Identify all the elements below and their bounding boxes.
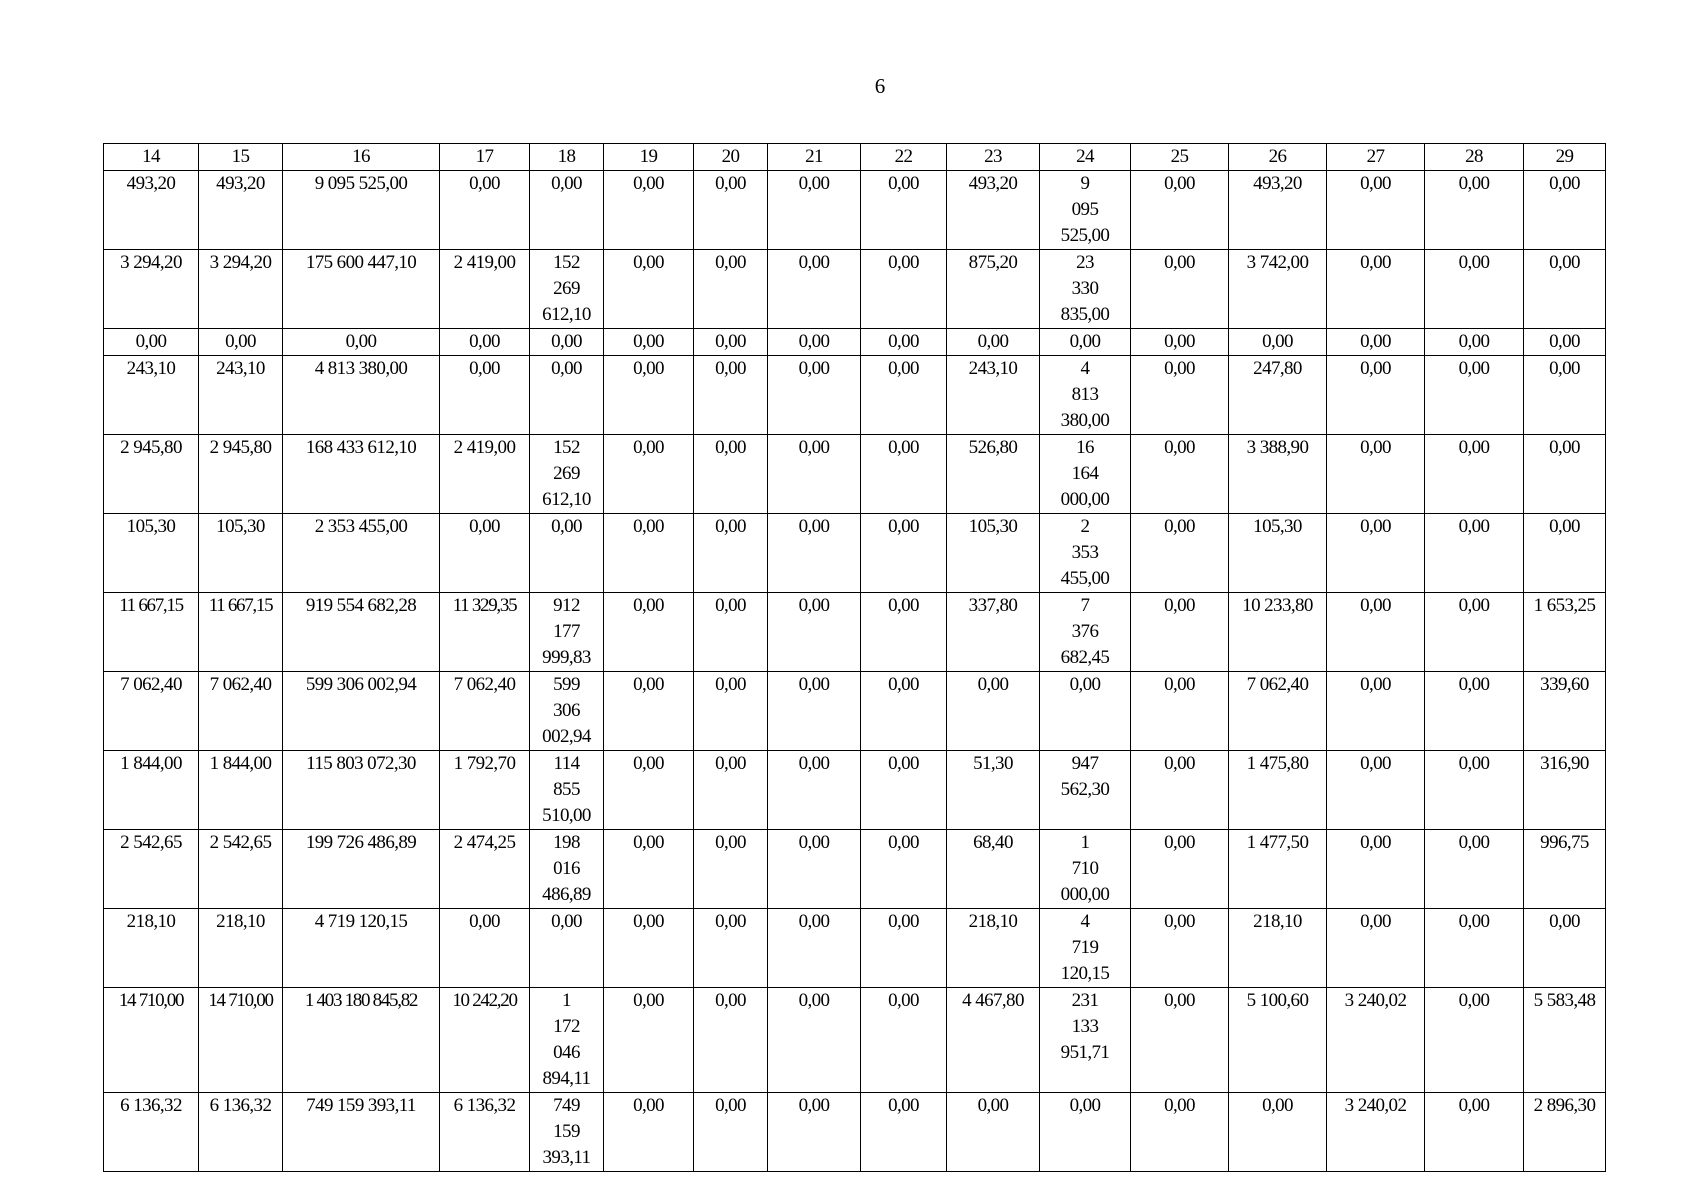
- table-cell: 1 403 180 845,82: [283, 988, 440, 1093]
- table-cell: 4 719 120,15: [1040, 909, 1131, 988]
- table-cell: 0,00: [1425, 751, 1524, 830]
- table-cell: 2 542,65: [104, 830, 199, 909]
- column-header-19: 19: [604, 144, 694, 171]
- table-cell: 0,00: [604, 356, 694, 435]
- table-cell: 105,30: [947, 514, 1040, 593]
- table-cell: 105,30: [104, 514, 199, 593]
- table-cell: 0,00: [604, 593, 694, 672]
- table-cell: 243,10: [199, 356, 283, 435]
- table-cell: 493,20: [199, 171, 283, 250]
- table-cell: 875,20: [947, 250, 1040, 329]
- table-row: [104, 988, 1606, 1093]
- table-cell: 0,00: [604, 435, 694, 514]
- table-cell: 0,00: [861, 672, 947, 751]
- table-row: [104, 171, 1606, 250]
- table-cell: 0,00: [1327, 356, 1425, 435]
- table-header: [104, 144, 1606, 171]
- table-cell: 3 240,02: [1327, 1093, 1425, 1172]
- table-cell: 115 803 072,30: [283, 751, 440, 830]
- table-cell: 0,00: [861, 329, 947, 356]
- table-cell: 0,00: [1327, 171, 1425, 250]
- column-header-27: 27: [1327, 144, 1425, 171]
- table-cell: 0,00: [1327, 593, 1425, 672]
- table-cell: 0,00: [604, 909, 694, 988]
- table-cell: 0,00: [1131, 356, 1229, 435]
- table-cell: 1 653,25: [1524, 593, 1606, 672]
- table-cell: 599 306 002,94: [283, 672, 440, 751]
- table-cell: 1 792,70: [440, 751, 530, 830]
- table-body: [104, 171, 1606, 1172]
- table-cell: 0,00: [694, 250, 768, 329]
- table-cell: 218,10: [199, 909, 283, 988]
- table-cell: 243,10: [104, 356, 199, 435]
- table-cell: 0,00: [1131, 250, 1229, 329]
- table-cell: 0,00: [604, 988, 694, 1093]
- table-cell: 0,00: [1425, 435, 1524, 514]
- table-cell: 14 710,00: [199, 988, 283, 1093]
- table-cell: 6 136,32: [199, 1093, 283, 1172]
- table-cell: 996,75: [1524, 830, 1606, 909]
- column-header-23: 23: [947, 144, 1040, 171]
- table-cell: 0,00: [1327, 435, 1425, 514]
- column-header-29: 29: [1524, 144, 1606, 171]
- table-cell: 7 062,40: [104, 672, 199, 751]
- table-cell: 0,00: [530, 329, 604, 356]
- table-cell: 0,00: [1327, 250, 1425, 329]
- table-cell: 1 844,00: [199, 751, 283, 830]
- table-cell: 0,00: [768, 250, 861, 329]
- table-cell: 0,00: [604, 751, 694, 830]
- table-cell: 3 388,90: [1229, 435, 1327, 514]
- table-cell: 0,00: [1425, 830, 1524, 909]
- table-cell: 0,00: [530, 909, 604, 988]
- table-cell: 0,00: [861, 356, 947, 435]
- table-cell: 0,00: [768, 435, 861, 514]
- table-cell: 11 667,15: [104, 593, 199, 672]
- table-cell: 0,00: [604, 250, 694, 329]
- table-cell: 1 172 046 894,11: [530, 988, 604, 1093]
- table-cell: 11 667,15: [199, 593, 283, 672]
- table-cell: 2 945,80: [199, 435, 283, 514]
- table-cell: 243,10: [947, 356, 1040, 435]
- column-header-22: 22: [861, 144, 947, 171]
- table-cell: 5 100,60: [1229, 988, 1327, 1093]
- header-row: [104, 144, 1606, 171]
- column-header-26: 26: [1229, 144, 1327, 171]
- table-cell: 0,00: [768, 356, 861, 435]
- table-cell: 0,00: [1131, 988, 1229, 1093]
- column-header-16: 16: [283, 144, 440, 171]
- table-cell: 0,00: [1327, 329, 1425, 356]
- table-cell: 0,00: [440, 356, 530, 435]
- table-cell: 4 719 120,15: [283, 909, 440, 988]
- table-row: [104, 435, 1606, 514]
- table-cell: 198 016 486,89: [530, 830, 604, 909]
- table-cell: 0,00: [861, 988, 947, 1093]
- table-cell: 526,80: [947, 435, 1040, 514]
- table-cell: 0,00: [1425, 909, 1524, 988]
- table-cell: 218,10: [947, 909, 1040, 988]
- table-cell: 0,00: [1524, 435, 1606, 514]
- table-cell: 0,00: [861, 830, 947, 909]
- table-cell: 152 269 612,10: [530, 250, 604, 329]
- table-cell: 10 242,20: [440, 988, 530, 1093]
- table-cell: 0,00: [861, 171, 947, 250]
- table-cell: 0,00: [604, 672, 694, 751]
- column-header-24: 24: [1040, 144, 1131, 171]
- table-cell: 0,00: [1131, 751, 1229, 830]
- table-cell: 0,00: [861, 250, 947, 329]
- table-cell: 0,00: [1229, 329, 1327, 356]
- table-cell: 0,00: [694, 1093, 768, 1172]
- table-cell: 316,90: [1524, 751, 1606, 830]
- table-cell: 0,00: [283, 329, 440, 356]
- table-row: [104, 751, 1606, 830]
- table-cell: 0,00: [768, 751, 861, 830]
- table-cell: 0,00: [947, 1093, 1040, 1172]
- table-cell: 0,00: [1040, 672, 1131, 751]
- table-cell: 0,00: [768, 672, 861, 751]
- table-row: [104, 593, 1606, 672]
- table-cell: 4 813 380,00: [283, 356, 440, 435]
- table-cell: 0,00: [768, 988, 861, 1093]
- table-cell: 0,00: [1524, 171, 1606, 250]
- table-cell: 7 062,40: [1229, 672, 1327, 751]
- table-cell: 0,00: [768, 593, 861, 672]
- column-header-20: 20: [694, 144, 768, 171]
- table-cell: 0,00: [104, 329, 199, 356]
- table-cell: 0,00: [1040, 329, 1131, 356]
- table-cell: 0,00: [1131, 909, 1229, 988]
- table-cell: 152 269 612,10: [530, 435, 604, 514]
- table-cell: 9 095 525,00: [283, 171, 440, 250]
- table-cell: 0,00: [199, 329, 283, 356]
- table-cell: 0,00: [694, 329, 768, 356]
- table-cell: 0,00: [604, 1093, 694, 1172]
- table-cell: 6 136,32: [104, 1093, 199, 1172]
- table-cell: 0,00: [694, 593, 768, 672]
- table-cell: 0,00: [1524, 250, 1606, 329]
- table-cell: 0,00: [1131, 830, 1229, 909]
- table-row: [104, 356, 1606, 435]
- table-cell: 0,00: [768, 171, 861, 250]
- table-cell: 0,00: [694, 830, 768, 909]
- table-cell: 0,00: [861, 1093, 947, 1172]
- table-cell: 0,00: [1131, 593, 1229, 672]
- table-cell: 2 419,00: [440, 250, 530, 329]
- table-cell: 1 710 000,00: [1040, 830, 1131, 909]
- table-cell: 0,00: [530, 514, 604, 593]
- table-cell: 0,00: [1327, 751, 1425, 830]
- table-cell: 10 233,80: [1229, 593, 1327, 672]
- table-cell: 114 855 510,00: [530, 751, 604, 830]
- table-cell: 0,00: [694, 356, 768, 435]
- table-cell: 0,00: [1425, 250, 1524, 329]
- table-cell: 175 600 447,10: [283, 250, 440, 329]
- table-cell: 3 294,20: [199, 250, 283, 329]
- table-cell: 11 329,35: [440, 593, 530, 672]
- table-cell: 0,00: [604, 514, 694, 593]
- table-cell: 1 475,80: [1229, 751, 1327, 830]
- table-cell: 0,00: [1425, 171, 1524, 250]
- table-cell: 0,00: [1040, 1093, 1131, 1172]
- column-header-21: 21: [768, 144, 861, 171]
- table-cell: 0,00: [1425, 329, 1524, 356]
- table-cell: 218,10: [104, 909, 199, 988]
- table-cell: 339,60: [1524, 672, 1606, 751]
- table-cell: 947 562,30: [1040, 751, 1131, 830]
- table-cell: 9 095 525,00: [1040, 171, 1131, 250]
- table-row: [104, 672, 1606, 751]
- table-cell: 199 726 486,89: [283, 830, 440, 909]
- table-cell: 0,00: [530, 356, 604, 435]
- table-cell: 0,00: [1327, 830, 1425, 909]
- table-cell: 105,30: [1229, 514, 1327, 593]
- table-cell: 493,20: [947, 171, 1040, 250]
- table-cell: 0,00: [1131, 672, 1229, 751]
- table-cell: 7 062,40: [440, 672, 530, 751]
- table-cell: 5 583,48: [1524, 988, 1606, 1093]
- table-cell: 749 159 393,11: [283, 1093, 440, 1172]
- table-cell: 0,00: [768, 830, 861, 909]
- table-cell: 23 330 835,00: [1040, 250, 1131, 329]
- table-cell: 0,00: [861, 751, 947, 830]
- table-cell: 0,00: [694, 171, 768, 250]
- table-cell: 0,00: [604, 830, 694, 909]
- table-cell: 0,00: [861, 514, 947, 593]
- table-cell: 2 945,80: [104, 435, 199, 514]
- table-cell: 4 467,80: [947, 988, 1040, 1093]
- column-header-17: 17: [440, 144, 530, 171]
- table-cell: 0,00: [530, 171, 604, 250]
- table-cell: 0,00: [1524, 514, 1606, 593]
- table-cell: 16 164 000,00: [1040, 435, 1131, 514]
- table-cell: 0,00: [861, 593, 947, 672]
- table-cell: 0,00: [1131, 171, 1229, 250]
- table-cell: 3 294,20: [104, 250, 199, 329]
- table-cell: 6 136,32: [440, 1093, 530, 1172]
- table-cell: 0,00: [1425, 988, 1524, 1093]
- table-cell: 0,00: [768, 1093, 861, 1172]
- table-cell: 0,00: [694, 909, 768, 988]
- table-cell: 0,00: [440, 171, 530, 250]
- table-cell: 0,00: [768, 514, 861, 593]
- column-header-14: 14: [104, 144, 199, 171]
- table-cell: 599 306 002,94: [530, 672, 604, 751]
- table-cell: 0,00: [1131, 435, 1229, 514]
- column-header-15: 15: [199, 144, 283, 171]
- table-cell: 493,20: [1229, 171, 1327, 250]
- table-cell: 493,20: [104, 171, 199, 250]
- table-cell: 2 896,30: [1524, 1093, 1606, 1172]
- table-cell: 3 742,00: [1229, 250, 1327, 329]
- table-cell: 2 542,65: [199, 830, 283, 909]
- table-cell: 0,00: [1425, 593, 1524, 672]
- data-table: [103, 143, 1606, 1172]
- table-cell: 231 133 951,71: [1040, 988, 1131, 1093]
- column-header-25: 25: [1131, 144, 1229, 171]
- table-cell: 0,00: [1229, 1093, 1327, 1172]
- table-row: [104, 514, 1606, 593]
- table-cell: 247,80: [1229, 356, 1327, 435]
- table-cell: 0,00: [768, 329, 861, 356]
- table-cell: 2 353 455,00: [283, 514, 440, 593]
- table-cell: 0,00: [1327, 672, 1425, 751]
- table-cell: 4 813 380,00: [1040, 356, 1131, 435]
- table-cell: 0,00: [1524, 356, 1606, 435]
- table-cell: 3 240,02: [1327, 988, 1425, 1093]
- table-cell: 2 474,25: [440, 830, 530, 909]
- table-cell: 105,30: [199, 514, 283, 593]
- table-row: [104, 830, 1606, 909]
- table-cell: 7 376 682,45: [1040, 593, 1131, 672]
- table-cell: 0,00: [440, 514, 530, 593]
- table-row: [104, 1093, 1606, 1172]
- table-cell: 0,00: [1425, 1093, 1524, 1172]
- table-cell: 1 477,50: [1229, 830, 1327, 909]
- table-cell: 7 062,40: [199, 672, 283, 751]
- table-cell: 218,10: [1229, 909, 1327, 988]
- table-cell: 0,00: [694, 988, 768, 1093]
- table-cell: 0,00: [1524, 909, 1606, 988]
- column-header-28: 28: [1425, 144, 1524, 171]
- table-cell: 0,00: [861, 909, 947, 988]
- table-cell: 0,00: [768, 909, 861, 988]
- table-cell: 0,00: [947, 672, 1040, 751]
- table-cell: 0,00: [440, 909, 530, 988]
- table-cell: 0,00: [694, 672, 768, 751]
- table-cell: 168 433 612,10: [283, 435, 440, 514]
- table-cell: 0,00: [947, 329, 1040, 356]
- table-cell: 0,00: [1524, 329, 1606, 356]
- table-cell: 0,00: [1327, 514, 1425, 593]
- table-cell: 0,00: [1425, 356, 1524, 435]
- table-cell: 1 844,00: [104, 751, 199, 830]
- table-cell: 0,00: [604, 329, 694, 356]
- table-cell: 0,00: [694, 435, 768, 514]
- table-cell: 749 159 393,11: [530, 1093, 604, 1172]
- table-cell: 51,30: [947, 751, 1040, 830]
- table-cell: 68,40: [947, 830, 1040, 909]
- table-cell: 0,00: [1131, 514, 1229, 593]
- column-header-18: 18: [530, 144, 604, 171]
- table-cell: 0,00: [861, 435, 947, 514]
- table-cell: 0,00: [694, 514, 768, 593]
- table-cell: 2 353 455,00: [1040, 514, 1131, 593]
- table-cell: 14 710,00: [104, 988, 199, 1093]
- table-cell: 0,00: [1327, 909, 1425, 988]
- table-cell: 2 419,00: [440, 435, 530, 514]
- table-row: [104, 329, 1606, 356]
- table-cell: 0,00: [694, 751, 768, 830]
- table-cell: 0,00: [1425, 514, 1524, 593]
- table-row: [104, 909, 1606, 988]
- table-cell: 337,80: [947, 593, 1040, 672]
- table-cell: 0,00: [1131, 329, 1229, 356]
- table-row: [104, 250, 1606, 329]
- table-cell: 919 554 682,28: [283, 593, 440, 672]
- table-cell: 0,00: [1425, 672, 1524, 751]
- page-number: 6: [874, 74, 886, 98]
- table-cell: 0,00: [440, 329, 530, 356]
- table-cell: 0,00: [604, 171, 694, 250]
- table-cell: 912 177 999,83: [530, 593, 604, 672]
- table-cell: 0,00: [1131, 1093, 1229, 1172]
